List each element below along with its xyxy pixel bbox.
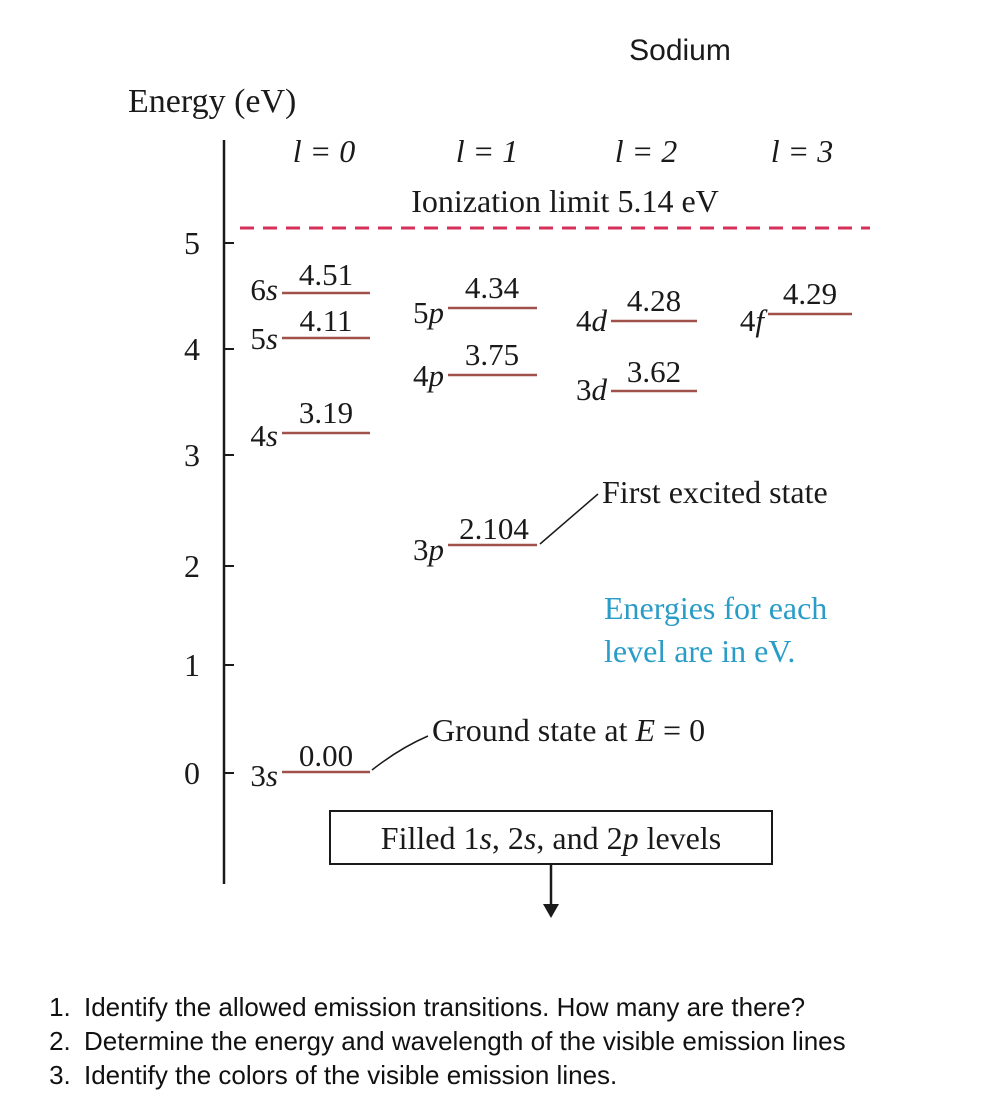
level-label-3d: 3d [576, 372, 607, 407]
diagram-title: Sodium [629, 34, 731, 67]
energy-value-4s: 3.19 [298, 395, 354, 430]
level-label-4f: 4f [739, 303, 764, 338]
first-excited-label: First excited state [602, 474, 828, 510]
energy-value-3p: 2.104 [459, 511, 529, 546]
question-list [28, 990, 988, 1092]
ground-state-pointer [372, 736, 428, 770]
energy-value-5s: 4.11 [299, 303, 353, 338]
first-excited-pointer [540, 494, 598, 544]
level-label-4s: 4s [250, 418, 278, 453]
energy-value-3d: 3.62 [626, 354, 682, 389]
question-item-3: 3. Identify the colors of the visible emission lines. [78, 1058, 988, 1092]
filled-levels-label: Filled 1s, 2s, and 2p levels [380, 820, 722, 856]
l-header-2: l = 2 [614, 133, 678, 169]
level-label-5s: 5s [250, 321, 278, 356]
l-header-0: l = 0 [292, 133, 356, 169]
y-axis-label: Energy (eV) [128, 83, 297, 120]
y-tick-label-4: 4 [184, 331, 200, 367]
level-label-6s: 6s [250, 272, 278, 307]
energy-value-3s: 0.00 [298, 738, 354, 773]
y-axis-ticks [224, 243, 234, 773]
y-tick-label-2: 2 [184, 548, 200, 584]
energies-note-line-1: Energies for each [604, 590, 828, 626]
y-tick-label-3: 3 [184, 437, 200, 473]
energies-note-line-2: level are in eV. [604, 633, 796, 669]
y-tick-label-5: 5 [184, 225, 200, 261]
level-label-4d: 4d [576, 303, 607, 338]
level-label-5p: 5p [413, 295, 444, 330]
level-label-3p: 3p [413, 532, 444, 567]
energy-value-4f: 4.29 [782, 276, 838, 311]
y-tick-label-0: 0 [184, 755, 200, 791]
energy-value-5p: 4.34 [464, 270, 520, 305]
l-header-3: l = 3 [770, 133, 834, 169]
question-item-2: 2. Determine the energy and wavelength of the visible emission lines [78, 1024, 988, 1058]
energy-levels [282, 293, 852, 772]
level-label-4p: 4p [413, 358, 444, 393]
y-tick-label-1: 1 [184, 647, 200, 683]
down-arrow-icon [543, 904, 559, 918]
l-header-1: l = 1 [455, 133, 519, 169]
level-label-3s: 3s [250, 758, 278, 793]
ionization-limit-label: Ionization limit 5.14 eV [411, 183, 719, 219]
question-item-1: 1. Identify the allowed emission transitions. How many are there? [78, 990, 988, 1024]
energy-value-4p: 3.75 [464, 337, 520, 372]
energy-value-4d: 4.28 [626, 283, 682, 318]
energy-value-6s: 4.51 [298, 257, 354, 292]
ground-state-label: Ground state at E = 0 [432, 712, 706, 748]
